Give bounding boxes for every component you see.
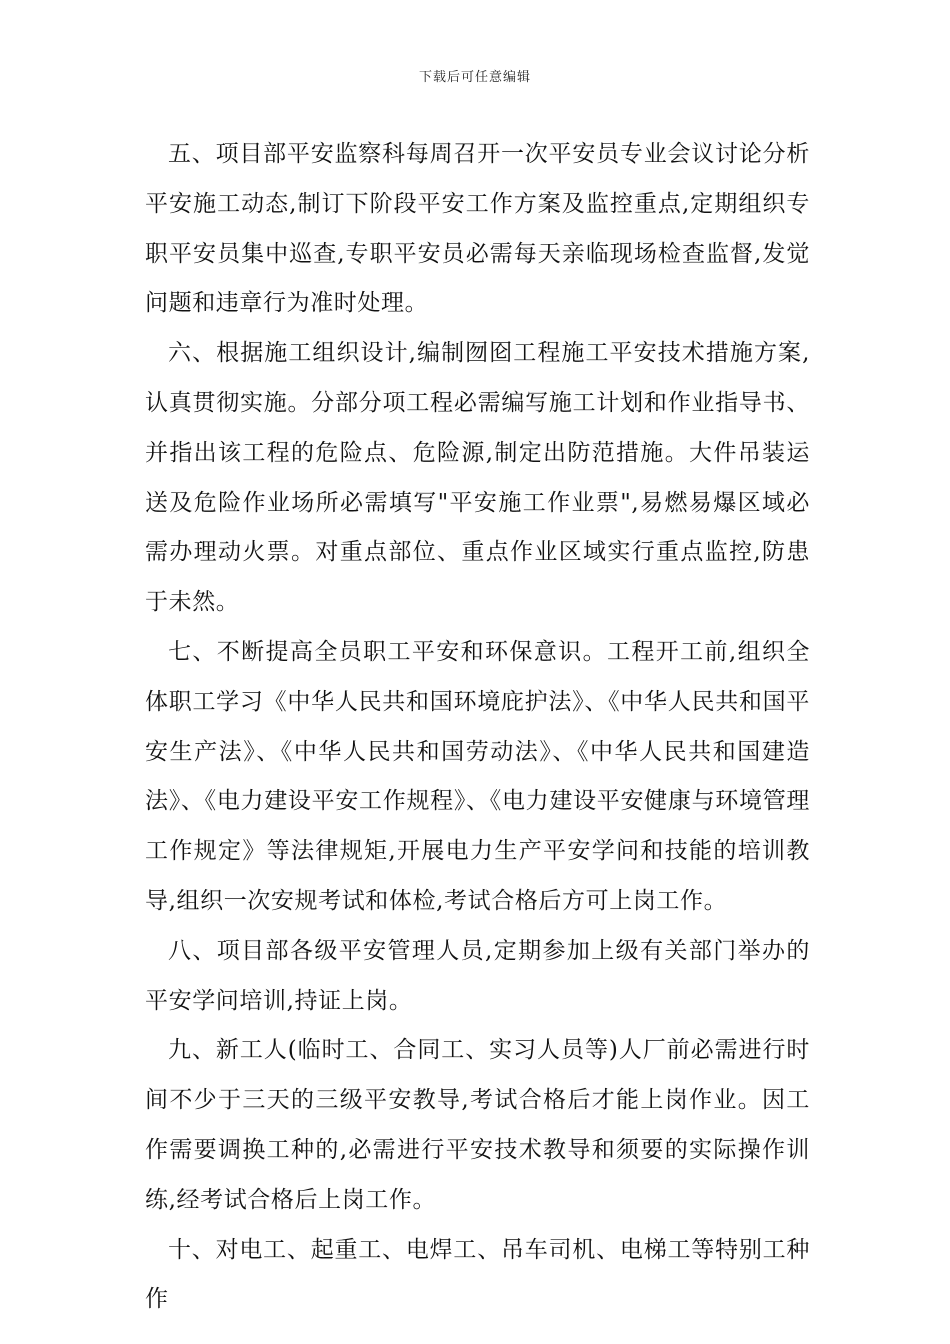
paragraph-10: 十、对电工、起重工、电焊工、吊车司机、电梯工等特别工种作	[145, 1236, 810, 1313]
document-body	[145, 130, 810, 1325]
paragraph-9: 九、新工人(临时工、合同工、实习人员等)人厂前必需进行时间不少于三天的三级平安教导,考试合格后才能上岗作业。因工作需要调换工种的,必需进行平安技术教导和须要的实际操作训练,经考试合格后上岗工作。	[145, 1037, 810, 1213]
header-note: 下载后可任意编辑	[418, 70, 531, 85]
paragraph-8: 八、项目部各级平安管理人员,定期参加上级有关部门举办的平安学问培训,持证上岗。	[145, 937, 810, 1014]
paragraph-7: 七、不断提高全员职工平安和环保意识。工程开工前,组织全体职工学习《中华人民共和国环境庇护法》、《中华人民共和国平安生产法》、《中华人民共和国劳动法》、《中华人民共和国建造法》、《电力建设平安工作规程》、《电力建设平安健康与环境管理工作规定》等法律规矩,开展电力生产平安学问和技能的培训教导,组织一次安规考试和体检,考试合格后方可上岗工作。	[145, 638, 810, 914]
paragraph-6: 六、根据施工组织设计,编制囫囵工程施工平安技术措施方案,认真贯彻实施。分部分项工程必需编写施工计划和作业指导书、并指出该工程的危险点、危险源,制定出防范措施。大件吊装运送及危险作业场所必需填写"平安施工作业票",易燃易爆区域必需办理动火票。对重点部位、重点作业区域实行重点监控,防患于未然。	[145, 340, 810, 616]
paragraph-5: 五、项目部平安监察科每周召开一次平安员专业会议讨论分析平安施工动态,制订下阶段平安工作方案及监控重点,定期组织专职平安员集中巡查,专职平安员必需每天亲临现场检查监督,发觉问题和违章行为准时处理。	[145, 141, 810, 317]
